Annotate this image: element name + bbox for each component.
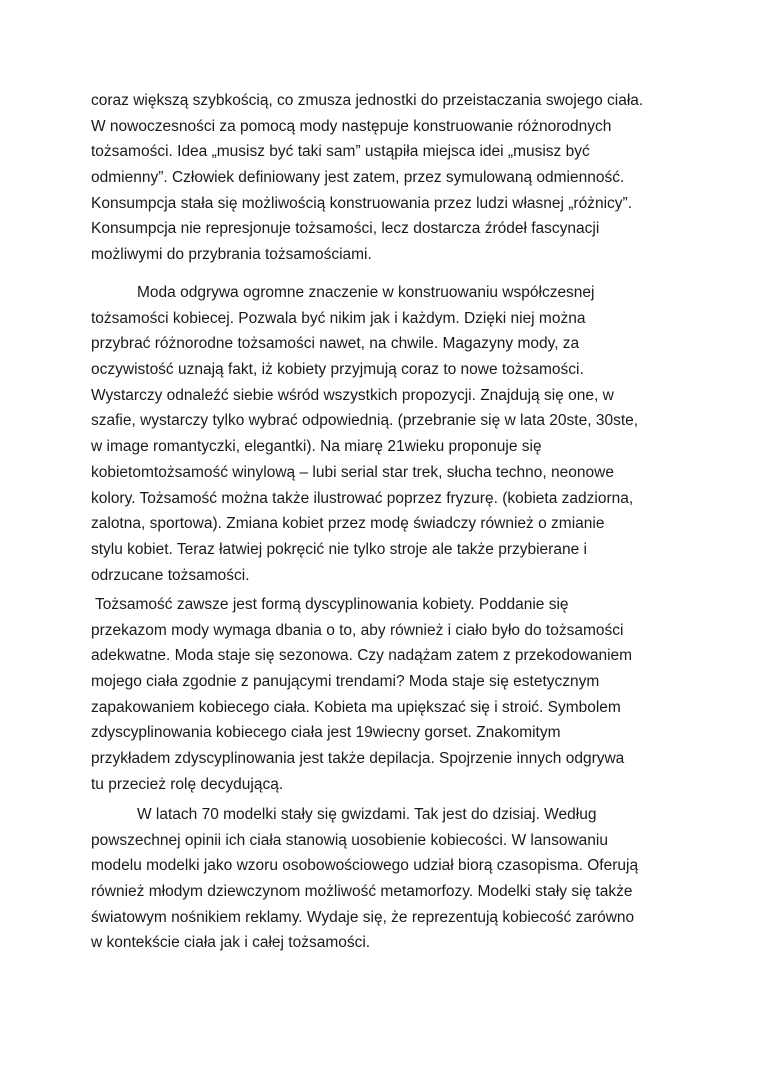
text-line: przybrać różnorodne tożsamości nawet, na chwile. Magazyny mody, za: [91, 335, 580, 353]
text-line: oczywistość uznają fakt, iż kobiety przyjmują coraz to nowe tożsamości.: [91, 361, 584, 379]
text-line: modelu modelki jako wzoru osobowościowego udział biorą czasopisma. Oferują: [91, 857, 639, 875]
paragraph-2: [91, 280, 671, 588]
text-line: szafie, wystarczy tylko wybrać odpowiednią. (przebranie się w lata 20ste, 30ste,: [91, 412, 639, 430]
text-line: odrzucane tożsamości.: [91, 566, 250, 584]
text-line: kolory. Tożsamość można także ilustrować poprzez fryzurę. (kobieta zadziorna,: [91, 489, 634, 507]
text-line: w image romantyczki, elegantki). Na miarę 21wieku proponuje się: [91, 438, 542, 456]
text-line: zalotna, sportowa). Zmiana kobiet przez modę świadczy również o zmianie: [91, 515, 605, 533]
text-line: tożsamości kobiecej. Pozwala być nikim jak i każdym. Dzięki niej można: [91, 309, 586, 327]
text-line: Wystarczy odnaleźć siebie wśród wszystkich propozycji. Znajdują się one, w: [91, 386, 614, 404]
text-line: W nowoczesności za pomocą mody następuje konstruowanie różnorodnych: [91, 117, 612, 135]
text-line: stylu kobiet. Teraz łatwiej pokręcić nie tylko stroje ale także przybierane i: [91, 540, 587, 558]
text-line: zapakowaniem kobiecego ciała. Kobieta ma upiększać się i stroić. Symbolem: [91, 698, 621, 716]
text-line: mojego ciała zgodnie z panującymi trendami? Moda staje się estetycznym: [91, 673, 600, 691]
text-line: coraz większą szybkością, co zmusza jednostki do przeistaczania swojego ciała.: [91, 92, 644, 109]
text-line: powszechnej opinii ich ciała stanowią uosobienie kobiecości. W lansowaniu: [91, 831, 608, 849]
text-line: Moda odgrywa ogromne znaczenie w konstruowaniu współczesnej: [137, 284, 595, 301]
text-line: adekwatne. Moda staje się sezonowa. Czy nadążam zatem z przekodowaniem: [91, 647, 633, 665]
text-line: Konsumpcja nie represjonuje tożsamości, lecz dostarcza źródeł fascynacji: [91, 220, 600, 238]
text-line: W latach 70 modelki stały się gwizdami. Tak jest do dzisiaj. Według: [137, 806, 597, 823]
text-line: przekazom mody wymaga dbania o to, aby również i ciało było do tożsamości: [91, 621, 624, 639]
text-line: Konsumpcja stała się możliwością konstruowania przez ludzi własnej „różnicy”.: [91, 194, 632, 212]
text-line: tożsamości. Idea „musisz być taki sam” ustąpiła miejsca idei „musisz być: [91, 143, 590, 161]
paragraph-3: [91, 592, 671, 798]
text-line: Tożsamość zawsze jest formą dyscyplinowania kobiety. Poddanie się: [95, 596, 569, 613]
text-line: przykładem zdyscyplinowania jest także depilacja. Spojrzenie innych odgrywa: [91, 750, 625, 768]
text-line: odmienny”. Człowiek definiowany jest zatem, przez symulowaną odmienność.: [91, 169, 625, 187]
paragraph-4: [91, 802, 671, 956]
text-line: światowym nośnikiem reklamy. Wydaje się, że reprezentują kobiecość zarówno: [91, 908, 635, 926]
text-line: w kontekście ciała jak i całej tożsamości.: [91, 934, 371, 952]
text-line: również młodym dziewczynom możliwość metamorfozy. Modelki stały się także: [91, 883, 633, 901]
text-line: kobietomtożsamość winylową – lubi serial star trek, słucha techno, neonowe: [91, 463, 614, 481]
text-line: tu przecież rolę decydującą.: [91, 775, 284, 793]
paragraph-1: [91, 88, 671, 268]
text-line: możliwymi do przybrania tożsamościami.: [91, 246, 372, 264]
text-line: zdyscyplinowania kobiecego ciała jest 19wiecny gorset. Znakomitym: [91, 724, 561, 742]
